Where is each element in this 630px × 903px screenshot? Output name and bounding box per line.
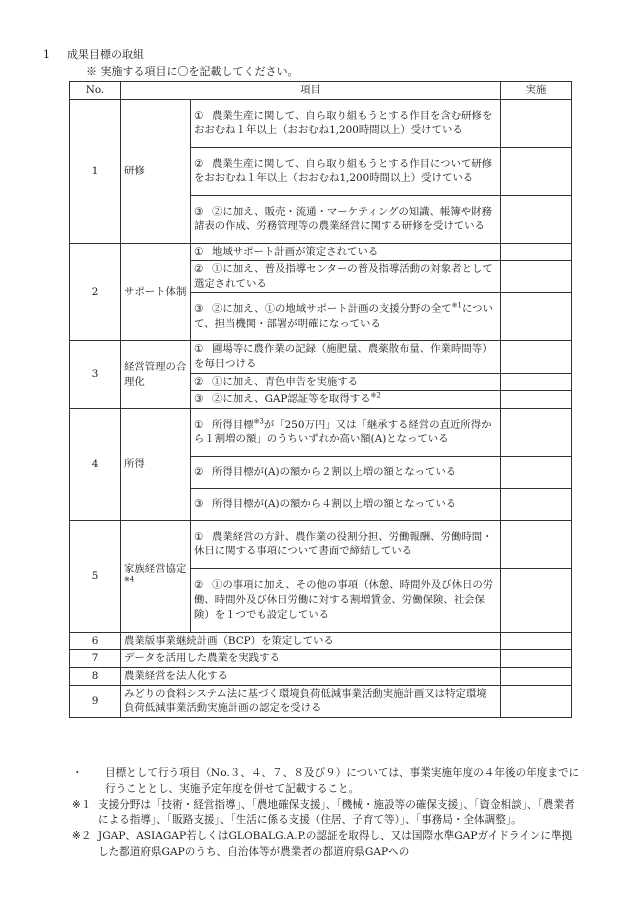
item-text: 所得目標が(A)の額から２割以上増の額となっている — [212, 465, 457, 478]
goal-category-label: 研修 — [124, 164, 145, 177]
item-text: 所得目標 — [212, 418, 254, 431]
header-impl: 実施 — [501, 82, 572, 100]
goal-item: 農業経営を法人化する — [121, 667, 501, 685]
footnote-ref: ※4 — [124, 575, 135, 584]
table-row — [70, 685, 572, 717]
item-text: 農業経営の方針、農作業の役割分担、労働報酬、労働時間・休日に関する事項について書面で締結している — [194, 530, 493, 558]
item-text: ①に加え、普及指導センターの普及指導活動の対象者として選定されている — [194, 263, 493, 290]
item-marker: ① — [194, 418, 204, 431]
implementation-cell[interactable] — [501, 147, 572, 195]
implementation-cell[interactable] — [501, 488, 572, 520]
implementation-cell[interactable] — [501, 408, 572, 456]
goal-category — [121, 520, 191, 632]
implementation-cell[interactable] — [501, 99, 572, 147]
implementation-cell[interactable] — [501, 243, 572, 261]
header-item: 項目 — [121, 82, 501, 100]
implementation-cell[interactable] — [501, 195, 572, 243]
goal-category-label: サポート体制 — [124, 285, 187, 298]
footnote — [72, 829, 582, 861]
item-text: ②に加え、販売・流通・マーケティングの知識、帳簿や財務諸表の作成、労務管理等の農業経営に関する研修を受けている — [194, 205, 492, 233]
goal-category-label: 所得 — [124, 457, 145, 470]
item-text: ①に加え、青色申告を実施する — [212, 375, 359, 388]
footnote-text: 目標として行う項目（No.３、４、７、８及び９）については、事業実施年度の４年後の年度までに行うこととし、実施予定年度を併せて記載すること。 — [105, 767, 580, 795]
item-text: ①の事項に加え、その他の事項（休憩、時間外及び休日の労働、時間外及び休日労働に対する割増賃金、労働保険、社会保険）を１つでも設定している — [194, 579, 494, 621]
header-row — [70, 82, 572, 100]
footnotes — [72, 766, 582, 861]
footnote-marker: ※１ — [72, 798, 92, 811]
goal-category-label: 経営管理の合理化 — [124, 360, 187, 388]
item-marker: ③ — [194, 497, 204, 510]
item-text-cont: が「250万円」又は「継承する経営の直近所得から１割増の額」のうちいずれか高い額(A)となっている — [194, 418, 492, 446]
item-marker: ③ — [194, 205, 204, 218]
item-marker: ① — [194, 245, 204, 258]
item-marker: ① — [194, 343, 204, 356]
item-text-cont: について、担当機関・部署が明確になっている — [194, 303, 493, 330]
footnote-ref: ※2 — [370, 391, 381, 400]
footnote — [72, 798, 582, 830]
header-no: No. — [70, 82, 121, 100]
table-row — [70, 667, 572, 685]
goal-item — [191, 456, 501, 488]
section-heading — [43, 46, 144, 62]
goal-number: 2 — [70, 243, 121, 341]
implementation-cell[interactable] — [501, 650, 572, 668]
goal-item — [191, 373, 501, 391]
item-marker: ③ — [194, 303, 204, 316]
item-text: ②に加え、GAP認証等を取得する — [212, 393, 371, 406]
footnote-ref: ※3 — [253, 417, 264, 426]
table-row — [70, 650, 572, 668]
item-marker: ② — [194, 579, 204, 592]
table-row — [70, 408, 572, 456]
item-marker: ② — [194, 263, 204, 276]
goal-item — [191, 261, 501, 293]
goal-number: 8 — [70, 667, 121, 685]
table-row — [70, 99, 572, 147]
implementation-cell[interactable] — [501, 293, 572, 341]
goal-number: 1 — [70, 99, 121, 243]
goal-number: 4 — [70, 408, 121, 520]
goal-item — [191, 243, 501, 261]
implementation-cell[interactable] — [501, 391, 572, 409]
goal-item: 農業版事業継続計画（BCP）を策定している — [121, 632, 501, 650]
footnote-ref: ※1 — [451, 301, 462, 310]
implementation-cell[interactable] — [501, 667, 572, 685]
goal-number: 5 — [70, 520, 121, 632]
goal-item — [191, 488, 501, 520]
instruction-note: ※ 実施する項目に〇を記載してください。 — [86, 65, 299, 78]
footnote-text: 支援分野は「技術・経営指導」、「農地確保支援」、「機械・施設等の確保支援」、「資金相談」、「農業者による指導」、「販路支援」、「生活に係る支援（住居、子育て等）」、「事務局・全体調整」。 — [98, 798, 575, 827]
implementation-cell[interactable] — [501, 373, 572, 391]
goal-item — [191, 195, 501, 243]
table-row — [70, 520, 572, 568]
goal-item — [191, 99, 501, 147]
footnote-text: JGAP、ASIAGAP若しくはGLOBALG.A.P.の認証を取得し、又は国際水準GAPガイドラインに準拠した都道府県GAPのうち、自治体等が農業者の都道府県GAPへの — [98, 830, 573, 858]
implementation-cell[interactable] — [501, 685, 572, 717]
item-marker: ② — [194, 465, 204, 478]
item-marker: ② — [194, 375, 204, 388]
goal-number: 9 — [70, 685, 121, 717]
table-row — [70, 341, 572, 373]
footnote-marker: ※２ — [72, 830, 92, 843]
goal-item — [191, 147, 501, 195]
section-number: 1 — [43, 48, 50, 61]
item-text: 所得目標が(A)の額から４割以上増の額となっている — [212, 497, 457, 510]
item-text: 農業生産に関して、自ら取り組もうとする作目を含む研修をおおむね１年以上（おおむね1,200時間以上）受けている — [194, 109, 493, 137]
implementation-cell[interactable] — [501, 632, 572, 650]
table-row — [70, 243, 572, 261]
goal-item — [191, 391, 501, 409]
implementation-cell[interactable] — [501, 341, 572, 373]
goal-number: 6 — [70, 632, 121, 650]
goal-item — [191, 341, 501, 373]
footnote — [72, 766, 582, 798]
item-marker: ② — [194, 157, 204, 170]
implementation-cell[interactable] — [501, 456, 572, 488]
item-text: 地域サポート計画が策定されている — [212, 245, 379, 258]
goal-category-label: 家族経営協定 — [124, 562, 187, 575]
implementation-cell[interactable] — [501, 568, 572, 632]
goal-number: 7 — [70, 650, 121, 668]
goal-category — [121, 341, 191, 408]
item-marker: ③ — [194, 393, 204, 406]
goal-category — [121, 243, 191, 341]
implementation-cell[interactable] — [501, 261, 572, 293]
implementation-cell[interactable] — [501, 520, 572, 568]
goal-item: データを活用した農業を実践する — [121, 650, 501, 668]
goals-table — [69, 81, 572, 718]
item-text: ②に加え、①の地域サポート計画の支援分野の全て — [212, 303, 452, 316]
section-title: 成果目標の取組 — [67, 48, 144, 61]
goal-category — [121, 99, 191, 243]
goal-item — [191, 408, 501, 456]
goal-item: みどりの食料システム法に基づく環境負荷低減事業活動実施計画又は特定環境負荷低減事業活動実施計画の認定を受ける — [121, 685, 501, 717]
item-text: 農業生産に関して、自ら取り組もうとする作目について研修をおおむね１年以上（おおむね1,200時間以上）受けている — [194, 157, 493, 185]
goal-number: 3 — [70, 341, 121, 408]
item-marker: ① — [194, 109, 204, 122]
goal-item — [191, 568, 501, 632]
goal-item — [191, 293, 501, 341]
goal-item — [191, 520, 501, 568]
item-text: 圃場等に農作業の記録（施肥量、農薬散布量、作業時間等）を毎日つける — [194, 343, 493, 370]
goal-category — [121, 408, 191, 520]
table-row — [70, 632, 572, 650]
item-marker: ① — [194, 530, 204, 543]
footnote-marker: ・ — [72, 767, 83, 779]
